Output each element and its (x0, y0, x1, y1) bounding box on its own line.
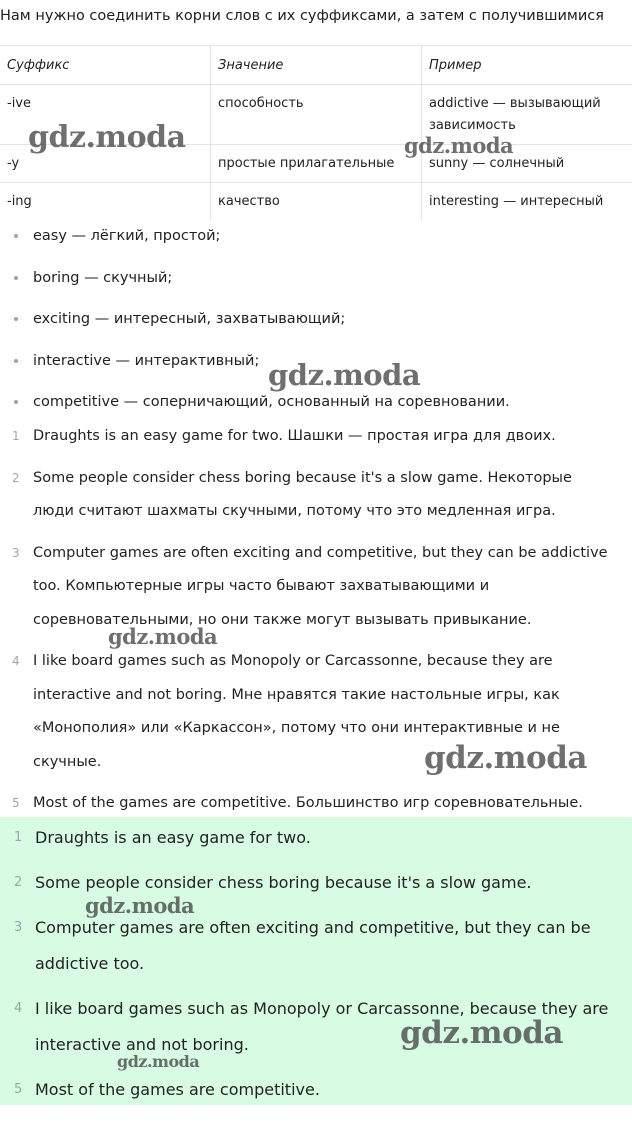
item-text: Computer games are often exciting and competitive, but they can be addictive too. (35, 918, 591, 973)
word-list (0, 216, 510, 424)
table-cell: -ing (7, 194, 32, 209)
table-header-row (0, 46, 632, 85)
list-item (0, 537, 615, 638)
list-item (0, 462, 615, 529)
list-item (0, 820, 625, 856)
list-item (0, 299, 510, 341)
item-text: Computer games are often exciting and competitive, but they can be addictive too. Компьютерные игры часто бывают захватывающими и соревновательными, но они также могут вызывать привыкание. (33, 544, 608, 628)
table-cell: способность (211, 85, 422, 145)
watermark: gdz.moda (108, 624, 218, 649)
item-text: Most of the games are competitive. (35, 1080, 320, 1099)
item-text: I like board games such as Monopoly or Carcassonne, because they are interactive and not boring. Мне нравятся такие настольные игры, как «Монополия» или «Каркассон», потому что они интерактивные и не скучные. (33, 653, 560, 770)
word-text: exciting — интересный, захватывающий; (33, 311, 346, 327)
word-text: competitive — соперничающий, основанный на соревновании. (33, 394, 510, 410)
table-cell: -ive (0, 85, 211, 145)
word-text: boring — скучный; (33, 269, 173, 286)
bullet-icon (14, 317, 18, 321)
item-number: 2 (14, 875, 23, 890)
answer-list (0, 820, 625, 1117)
watermark: gdz.moda (117, 1052, 200, 1071)
item-number: 5 (12, 796, 20, 810)
item-text: Draughts is an easy game for two. Шашки — простая игра для двоих. (33, 428, 556, 444)
bullet-icon (14, 276, 18, 280)
bullet-icon (14, 400, 18, 404)
watermark: gdz.moda (424, 740, 587, 776)
item-text: Some people consider chess boring because it's a slow game. Некоторые люди считают шахматы скучными, потому что это медленная игра. (33, 469, 572, 519)
list-item (0, 420, 615, 454)
header-meaning: Значение (211, 46, 422, 85)
header-suffix: Суффикс (0, 46, 211, 85)
item-number: 1 (12, 429, 20, 443)
list-item (0, 910, 625, 982)
table-cell: простые прилагательные (211, 145, 422, 183)
word-text: interactive — интерактивный; (33, 352, 260, 369)
item-number: 5 (14, 1082, 23, 1097)
list-item (0, 341, 510, 383)
list-item (0, 787, 615, 821)
list-item (0, 258, 510, 300)
intro-text: Нам нужно соединить корни слов с их суффиксами, а затем с получившимися (0, 8, 604, 24)
table-cell: -y (0, 145, 211, 183)
item-number: 4 (14, 1001, 23, 1016)
word-text: easy — лёгкий, простой; (33, 228, 221, 244)
watermark: gdz.moda (400, 1015, 563, 1051)
item-text: Most of the games are competitive. Большинство игр соревновательные. (33, 795, 583, 811)
table-cell: sunny — солнечный (422, 145, 632, 183)
header-example: Пример (422, 46, 632, 85)
list-item (0, 382, 510, 424)
bullet-icon (14, 234, 18, 238)
item-number: 4 (12, 654, 20, 668)
bullet-icon (14, 359, 18, 363)
list-item (0, 216, 510, 258)
item-number: 3 (12, 545, 20, 560)
watermark: gdz.moda (404, 133, 514, 158)
list-item (0, 1072, 625, 1108)
table-cell: addictive — вызывающий зависимость (422, 85, 632, 145)
item-number: 1 (14, 830, 23, 845)
item-number: 3 (14, 920, 23, 935)
item-text: Draughts is an easy game for two. (35, 828, 311, 847)
table-cell: interesting — интересный (422, 183, 632, 221)
item-text: I like board games such as Monopoly or Carcassonne, because they are interactive and not boring. (35, 999, 609, 1054)
item-text: Some people consider chess boring because it's a slow game. (35, 873, 532, 892)
watermark: gdz.moda (28, 120, 186, 155)
watermark: gdz.moda (85, 893, 195, 918)
item-number: 2 (12, 470, 20, 485)
watermark: gdz.moda (268, 358, 421, 392)
table-cell: качество (211, 183, 422, 221)
table-row (0, 183, 632, 221)
